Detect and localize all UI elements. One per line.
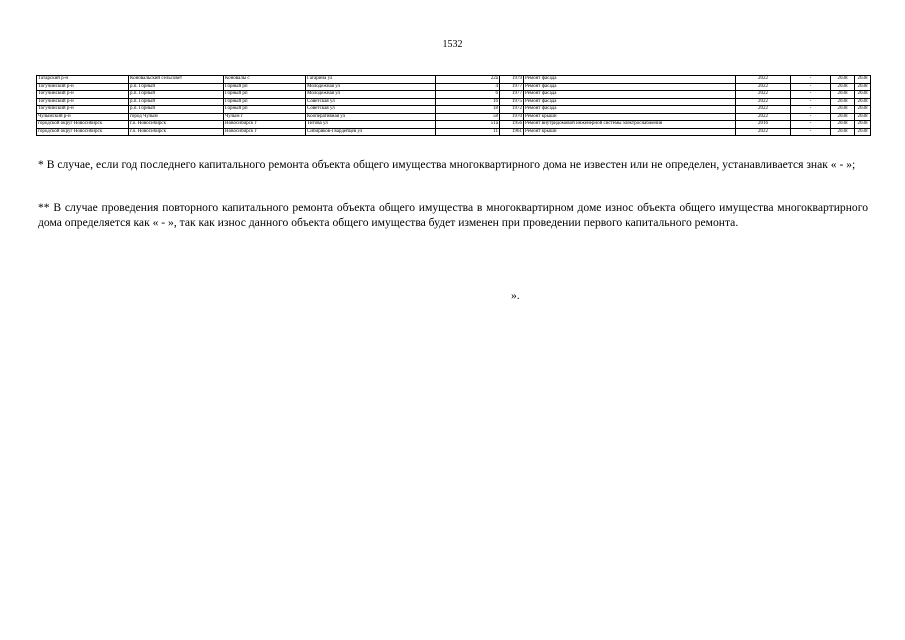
cell-district: Чулымский р-н	[37, 113, 129, 121]
cell-settlement: Коновалы с	[224, 76, 306, 84]
cell-house-number: 11	[436, 128, 500, 136]
cell-build-year: 1977	[500, 83, 524, 91]
cell-work-type: Ремонт крыши	[524, 128, 736, 136]
cell-planned-year: 2022	[736, 106, 791, 114]
cell-wear: -	[791, 128, 831, 136]
cell-build-year: 1979	[500, 76, 524, 84]
cell-start-year: 2038	[831, 121, 855, 129]
cell-end-year: 2038	[855, 113, 871, 121]
cell-end-year: 2038	[855, 76, 871, 84]
cell-wear: -	[791, 121, 831, 129]
cell-start-year: 2038	[831, 76, 855, 84]
cell-work-type: Ремонт фасада	[524, 106, 736, 114]
cell-end-year: 2038	[855, 91, 871, 99]
cell-municipality: р.п. Горный	[129, 98, 224, 106]
table-row	[37, 121, 871, 129]
cell-house-number: 58	[436, 113, 500, 121]
table-row	[37, 76, 871, 84]
cell-settlement: Чулым г	[224, 113, 306, 121]
cell-work-type: Ремонт фасада	[524, 76, 736, 84]
cell-house-number: 51а	[436, 121, 500, 129]
cell-settlement: Новосибирск г	[224, 121, 306, 129]
cell-street: Советская ул	[306, 98, 436, 106]
cell-end-year: 2038	[855, 98, 871, 106]
cell-district: Тогучинский р-н	[37, 98, 129, 106]
cell-district: Тогучинский р-н	[37, 106, 129, 114]
cell-start-year: 2038	[831, 91, 855, 99]
cell-work-type: Ремонт крыши	[524, 113, 736, 121]
cell-municipality: город Чулым	[129, 113, 224, 121]
cell-start-year: 2038	[831, 113, 855, 121]
table-row	[37, 83, 871, 91]
cell-district: Татарский р-н	[37, 76, 129, 84]
cell-build-year: 1975	[500, 98, 524, 106]
cell-district: городской округ Новосибирск	[37, 128, 129, 136]
cell-settlement: Новосибирск г	[224, 128, 306, 136]
cell-house-number: 6	[436, 91, 500, 99]
table-row	[37, 128, 871, 136]
cell-wear: -	[791, 83, 831, 91]
cell-house-number: 22а	[436, 76, 500, 84]
cell-planned-year: 2016	[736, 121, 791, 129]
cell-build-year: 1956	[500, 121, 524, 129]
cell-district: Тогучинский р-н	[37, 91, 129, 99]
cell-work-type: Ремонт фасада	[524, 91, 736, 99]
cell-street: Молодежная ул	[306, 91, 436, 99]
cell-municipality: р.п. Горный	[129, 91, 224, 99]
cell-house-number: 18	[436, 106, 500, 114]
closing-quote: ».	[511, 289, 520, 302]
cell-work-type: Ремонт фасада	[524, 98, 736, 106]
cell-end-year: 2038	[855, 128, 871, 136]
cell-wear: -	[791, 106, 831, 114]
cell-build-year: 1970	[500, 113, 524, 121]
cell-start-year: 2038	[831, 83, 855, 91]
repair-schedule-table	[36, 75, 871, 136]
cell-planned-year: 2022	[736, 98, 791, 106]
table-body	[37, 76, 871, 136]
cell-wear: -	[791, 91, 831, 99]
cell-wear: -	[791, 76, 831, 84]
cell-municipality: г.о. Новосибирск	[129, 128, 224, 136]
cell-start-year: 2038	[831, 128, 855, 136]
cell-district: городской округ Новосибирск	[37, 121, 129, 129]
cell-street: Гагарина ул	[306, 76, 436, 84]
cell-municipality: Коновальский сельсовет	[129, 76, 224, 84]
cell-wear: -	[791, 113, 831, 121]
cell-planned-year: 2022	[736, 83, 791, 91]
cell-settlement: Горный рп	[224, 106, 306, 114]
cell-planned-year: 2022	[736, 128, 791, 136]
cell-work-type: Ремонт внутридомовой инженерной системы электроснабжения	[524, 121, 736, 129]
cell-house-number: 4	[436, 83, 500, 91]
cell-municipality: р.п. Горный	[129, 106, 224, 114]
cell-street: Сибиряков-Гвардейцев ул	[306, 128, 436, 136]
cell-start-year: 2038	[831, 98, 855, 106]
cell-municipality: р.п. Горный	[129, 83, 224, 91]
footnote-unknown-year: * В случае, если год последнего капитального ремонта объекта общего имущества многоквартирного дома не известен или не определен, устанавливается знак « - »;	[38, 158, 856, 171]
cell-settlement: Горный рп	[224, 98, 306, 106]
footnote-repeat-repair: ** В случае проведения повторного капитального ремонта объекта общего имущества в многоквартирном доме износ объекта общего имущества многоквартирного дома определяется как « - », так как износ данного объекта общего имущества будет изменен при проведении первого капитального ремонта.	[38, 201, 868, 229]
cell-end-year: 2038	[855, 121, 871, 129]
cell-start-year: 2038	[831, 106, 855, 114]
cell-planned-year: 2022	[736, 113, 791, 121]
cell-street: Кооперативная ул	[306, 113, 436, 121]
cell-municipality: г.о. Новосибирск	[129, 121, 224, 129]
cell-settlement: Горный рп	[224, 83, 306, 91]
cell-build-year: 1972	[500, 106, 524, 114]
cell-street: Советская ул	[306, 106, 436, 114]
table-row	[37, 106, 871, 114]
cell-build-year: 1977	[500, 91, 524, 99]
cell-planned-year: 2022	[736, 76, 791, 84]
cell-work-type: Ремонт фасада	[524, 83, 736, 91]
table-row	[37, 113, 871, 121]
cell-settlement: Горный рп	[224, 91, 306, 99]
cell-street: Титова ул	[306, 121, 436, 129]
table-row	[37, 91, 871, 99]
cell-street: Молодежная ул	[306, 83, 436, 91]
cell-wear: -	[791, 98, 831, 106]
cell-district: Тогучинский р-н	[37, 83, 129, 91]
cell-house-number: 16	[436, 98, 500, 106]
cell-end-year: 2038	[855, 83, 871, 91]
cell-planned-year: 2022	[736, 91, 791, 99]
table-row	[37, 98, 871, 106]
cell-build-year: 1961	[500, 128, 524, 136]
cell-end-year: 2038	[855, 106, 871, 114]
page-number: 1532	[442, 39, 463, 50]
